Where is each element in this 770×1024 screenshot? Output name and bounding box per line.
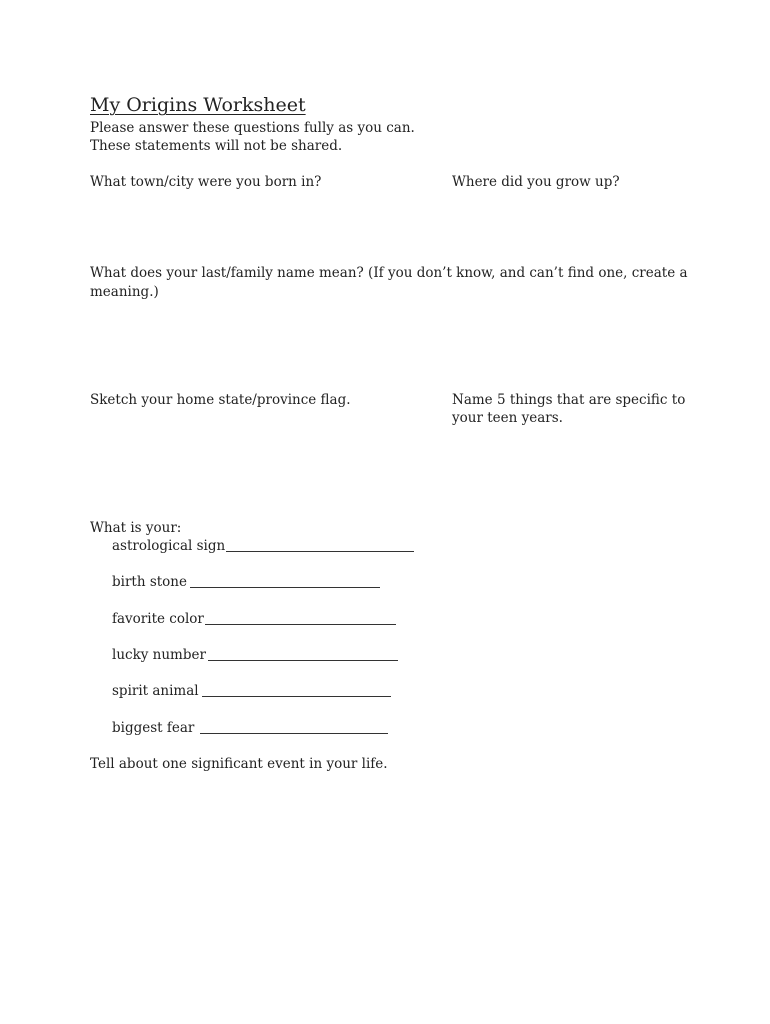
question-family-name-line-2: meaning.) xyxy=(90,284,159,300)
what-is-your-heading: What is your: xyxy=(90,520,182,536)
intro-line-2: These statements will not be shared. xyxy=(90,138,343,154)
question-born-town: What town/city were you born in? xyxy=(90,174,322,190)
question-family-name-line-1: What does your last/family name mean? (If you don’t know, and can’t find one, create a xyxy=(90,265,688,281)
question-teen-years-line-2: your teen years. xyxy=(452,410,563,426)
question-grow-up: Where did you grow up? xyxy=(452,174,620,190)
spirit-animal-label: spirit animal xyxy=(112,683,199,699)
favorite-color-label: favorite color xyxy=(112,611,204,627)
worksheet-title: My Origins Worksheet xyxy=(90,94,306,116)
question-teen-years-line-1: Name 5 things that are specific to xyxy=(452,392,686,408)
astrological-sign-blank[interactable] xyxy=(226,551,414,552)
birth-stone-label: birth stone xyxy=(112,574,187,590)
favorite-color-blank[interactable] xyxy=(205,624,396,625)
biggest-fear-blank[interactable] xyxy=(200,733,388,734)
biggest-fear-label: biggest fear xyxy=(112,720,195,736)
spirit-animal-blank[interactable] xyxy=(202,696,391,697)
astrological-sign-label: astrological sign xyxy=(112,538,226,554)
lucky-number-blank[interactable] xyxy=(208,660,398,661)
intro-line-1: Please answer these questions fully as you can. xyxy=(90,120,415,136)
question-significant-event: Tell about one significant event in your life. xyxy=(90,756,388,772)
birth-stone-blank[interactable] xyxy=(190,587,380,588)
question-sketch-flag: Sketch your home state/province flag. xyxy=(90,392,351,408)
lucky-number-label: lucky number xyxy=(112,647,206,663)
